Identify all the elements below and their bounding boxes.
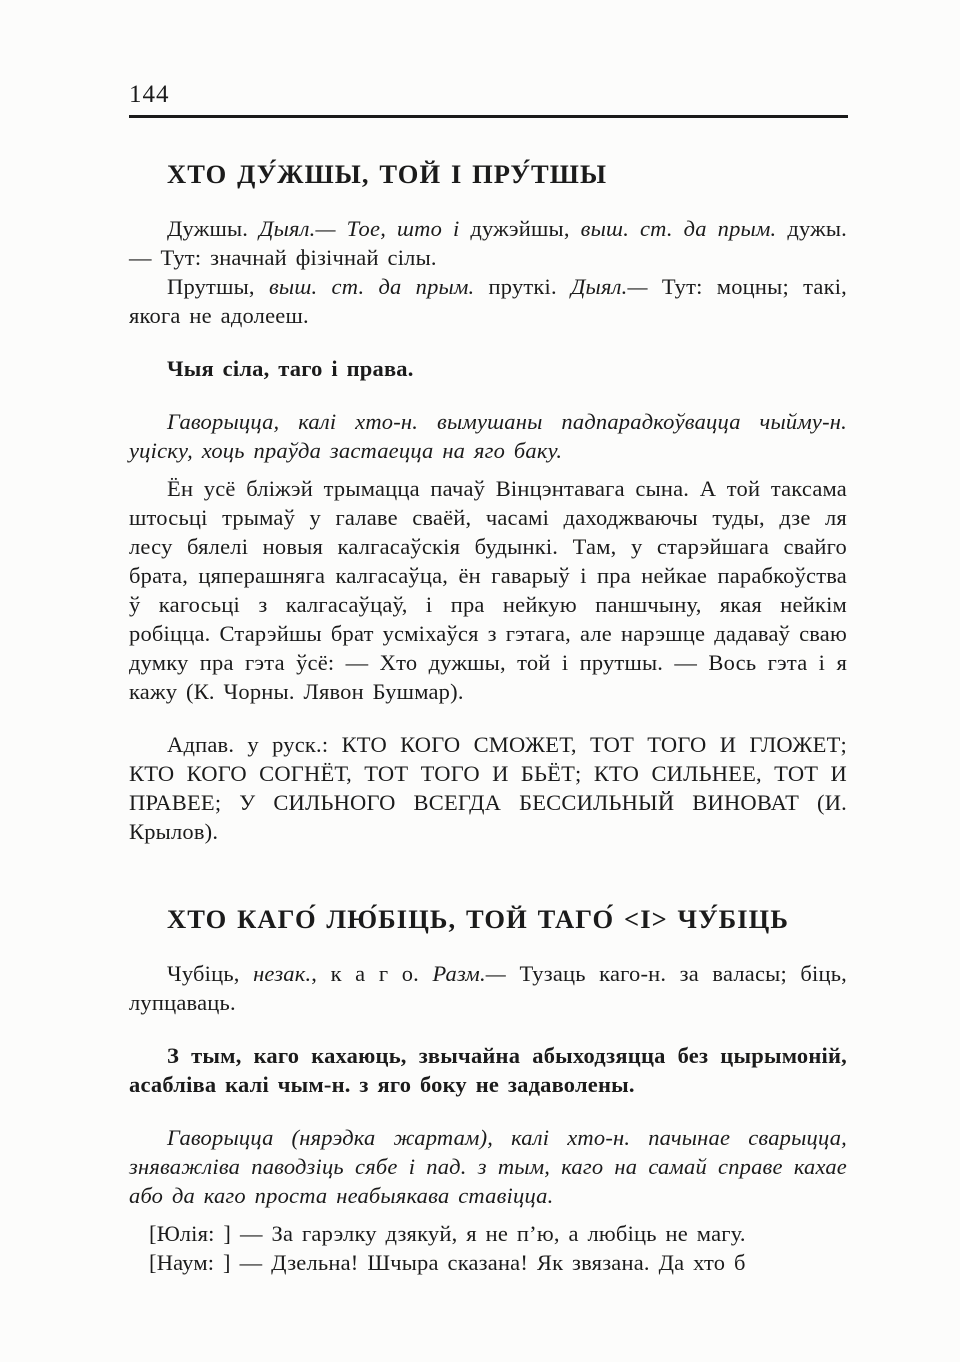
text-run: З тым, каго кахаюць, звычайна абыходзяцца без цырымоній, асабліва калі чым-н. з яго боку не задаволены. (129, 1043, 847, 1097)
text-run: [Юлія: ] — За гарэлку дзякуй, я не п’ю, а любіць не магу. (149, 1221, 746, 1246)
russian-equivalents (129, 730, 847, 846)
entry-heading-1 (129, 158, 847, 190)
definition-duzhshy (129, 214, 847, 272)
text-run: пруткі. (474, 274, 572, 299)
text-run: [Наум: ] — Дзельна! Шчыра сказана! Як звязана. Да хто б (149, 1250, 746, 1275)
page-number: 144 (129, 81, 170, 108)
text-run: выш. ст. да прым. (268, 274, 475, 299)
text-run: Ён усё бліжэй трымацца пачаў Вінцэнтавага сына. А той таксама штосьці трымаў у галаве сваёй, часамі даходжваючы туды, дзе ля лесу бялелі новыя калгасаўскія будынкі. Там, у старэйшага свайго брата, цяперашняга калгасаўца, ён гаварыў і пра нейкае парабкоўства ў кагосьці з калгасаўцаў, і пра нейкую паншчыну, якая нейкім робіцца. Старэйшы брат усміхаўся з гэтага, але нарэшце дадаваў сваю думку пра гэта ўсё: — Хто дужшы, той і прутшы. — Вось гэта і я кажу (К. Чорны. Лявон Бушмар). (129, 476, 847, 704)
text-run: ХТО ДУ́ЖШЫ, ТОЙ І ПРУ́ТШЫ (167, 159, 608, 189)
text-run: незак. (253, 961, 312, 986)
text-run: Чубіць, (167, 961, 254, 986)
quotation-1 (129, 474, 847, 706)
definition-prutshy (129, 272, 847, 330)
text-column (129, 0, 847, 1277)
variant-phrase (129, 354, 847, 383)
text-run: Тузаць каго-н. за валасы; біць, лупцаваць. (129, 961, 847, 1015)
definition-chubits (129, 959, 847, 1017)
text-run: дужэйшы, (470, 216, 581, 241)
text-run: , к а г о. (311, 961, 433, 986)
dialogue-line-naum (129, 1248, 847, 1277)
text-run: Дыял.— Тое, што і (259, 216, 471, 241)
text-run: Прутшы, (167, 274, 269, 299)
text-run: Дужшы. (167, 216, 260, 241)
text-run: Чыя сіла, таго і права. (167, 356, 414, 381)
text-run: Разм.— (432, 961, 506, 986)
text-run: дужы.— Тут: значнай фізічнай сілы. (129, 216, 848, 270)
text-run: ХТО КАГО́ ЛЮ́БІЦЬ, ТОЙ ТАГО́ <І> ЧУ́БІЦЬ (167, 904, 789, 934)
text-run: Гаворыцца, калі хто-н. вымушаны падпарадкоўвацца чыйму-н. уціску, хоць праўда застаецца на яго баку. (129, 409, 847, 463)
usage-note-2 (129, 1123, 847, 1210)
meaning-note (129, 1041, 847, 1099)
entry-body (129, 158, 847, 1277)
text-run: выш. ст. да прым. (580, 216, 777, 241)
text-run: Тут: моцны; такі, якога не адолееш. (129, 274, 847, 328)
dialogue-line-yuliya (129, 1219, 847, 1248)
header-rule (129, 115, 848, 118)
entry-heading-2 (129, 903, 847, 935)
text-run: Гаворыцца (нярэдка жартам), калі хто-н. пачынае сварыцца, зняважліва паводзіць сябе і пад. з тым, каго на самай справе кахае або да каго проста неабыякава ставіцца. (129, 1125, 847, 1208)
text-run: Адпав. у руск.: КТО КОГО СМОЖЕТ, ТОТ ТОГО И ГЛОЖЕТ; КТО КОГО СОГНЁТ, ТОТ ТОГО И БЬЁТ; КТО СИЛЬНЕЕ, ТОТ И ПРАВЕЕ; У СИЛЬНОГО ВСЕГДА БЕССИЛЬНЫЙ ВИНОВАТ (И. Крылов). (129, 732, 847, 844)
usage-note-1 (129, 407, 847, 465)
text-run: Дыял.— (571, 274, 648, 299)
